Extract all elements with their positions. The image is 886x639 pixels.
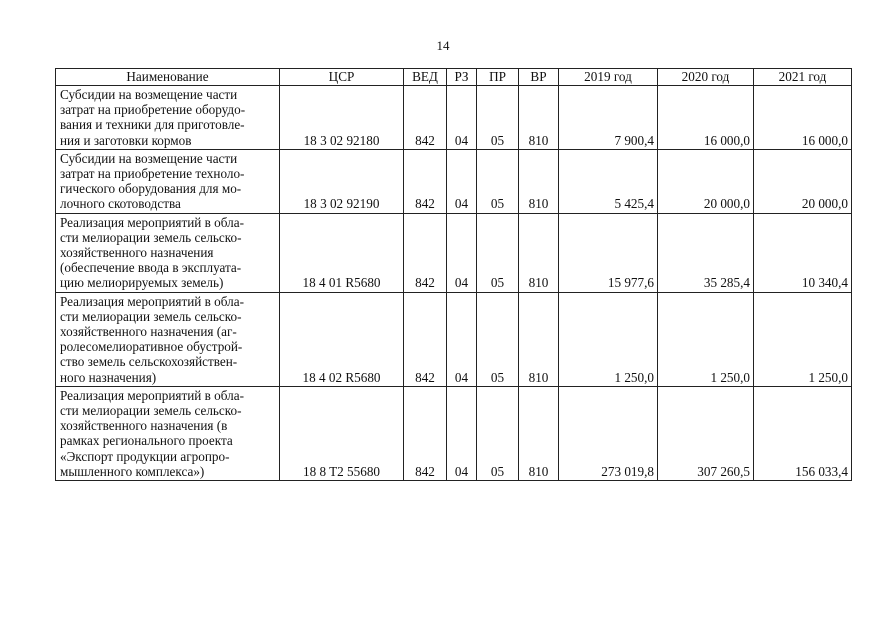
- row-2021: 156 033,4: [754, 386, 852, 480]
- row-csr: 18 3 02 92190: [280, 149, 404, 213]
- header-2019: 2019 год: [559, 69, 658, 86]
- row-name: Реализация мероприятий в обла- сти мелиорации земель сельско- хозяйственного назначения (аг- ролесомелиоративное обустрой- ство земель сельскохозяйствен- ного назначения): [56, 292, 280, 386]
- header-2020: 2020 год: [658, 69, 754, 86]
- row-vr: 810: [519, 149, 559, 213]
- page-number: 14: [436, 38, 450, 53]
- table-row: [56, 149, 852, 213]
- row-2021: 10 340,4: [754, 213, 852, 292]
- row-csr: 18 8 T2 55680: [280, 386, 404, 480]
- row-csr: 18 3 02 92180: [280, 86, 404, 150]
- header-name: Наименование: [56, 69, 280, 86]
- row-2020: 20 000,0: [658, 149, 754, 213]
- row-name: Субсидии на возмещение части затрат на приобретение оборудо- вания и техники для приготовле- ния и заготовки кормов: [56, 86, 280, 150]
- row-2019: 273 019,8: [559, 386, 658, 480]
- row-pr: 05: [477, 292, 519, 386]
- row-pr: 05: [477, 213, 519, 292]
- header-row: [56, 69, 852, 86]
- header-ved: ВЕД: [404, 69, 447, 86]
- header-csr: ЦСР: [280, 69, 404, 86]
- row-name: Субсидии на возмещение части затрат на приобретение техноло- гического оборудования для мо- лочного скотоводства: [56, 149, 280, 213]
- row-ved: 842: [404, 386, 447, 480]
- row-vr: 810: [519, 386, 559, 480]
- row-ved: 842: [404, 149, 447, 213]
- table-row: [56, 86, 852, 150]
- row-2021: 20 000,0: [754, 149, 852, 213]
- row-2019: 1 250,0: [559, 292, 658, 386]
- row-2020: 35 285,4: [658, 213, 754, 292]
- row-2021: 1 250,0: [754, 292, 852, 386]
- row-name: Реализация мероприятий в обла- сти мелиорации земель сельско- хозяйственного назначения (в рамках регионального проекта «Экспорт продукции агропро- мышленного комплекса»): [56, 386, 280, 480]
- row-pr: 05: [477, 86, 519, 150]
- row-vr: 810: [519, 86, 559, 150]
- row-pr: 05: [477, 149, 519, 213]
- row-2020: 307 260,5: [658, 386, 754, 480]
- row-rz: 04: [447, 213, 477, 292]
- row-rz: 04: [447, 86, 477, 150]
- row-pr: 05: [477, 386, 519, 480]
- row-2020: 1 250,0: [658, 292, 754, 386]
- table-row: [56, 386, 852, 480]
- row-2019: 7 900,4: [559, 86, 658, 150]
- row-vr: 810: [519, 213, 559, 292]
- row-ved: 842: [404, 86, 447, 150]
- row-rz: 04: [447, 386, 477, 480]
- row-csr: 18 4 01 R5680: [280, 213, 404, 292]
- table-row: [56, 292, 852, 386]
- row-2019: 15 977,6: [559, 213, 658, 292]
- header-rz: РЗ: [447, 69, 477, 86]
- row-2019: 5 425,4: [559, 149, 658, 213]
- header-2021: 2021 год: [754, 69, 852, 86]
- row-2020: 16 000,0: [658, 86, 754, 150]
- row-2021: 16 000,0: [754, 86, 852, 150]
- row-ved: 842: [404, 292, 447, 386]
- row-rz: 04: [447, 149, 477, 213]
- budget-table: [55, 68, 852, 481]
- row-name: Реализация мероприятий в обла- сти мелиорации земель сельско- хозяйственного назначения (обеспечение ввода в эксплуата- цию мелиорируемых земель): [56, 213, 280, 292]
- row-ved: 842: [404, 213, 447, 292]
- row-rz: 04: [447, 292, 477, 386]
- table-row: [56, 213, 852, 292]
- header-vr: ВР: [519, 69, 559, 86]
- row-vr: 810: [519, 292, 559, 386]
- row-csr: 18 4 02 R5680: [280, 292, 404, 386]
- header-pr: ПР: [477, 69, 519, 86]
